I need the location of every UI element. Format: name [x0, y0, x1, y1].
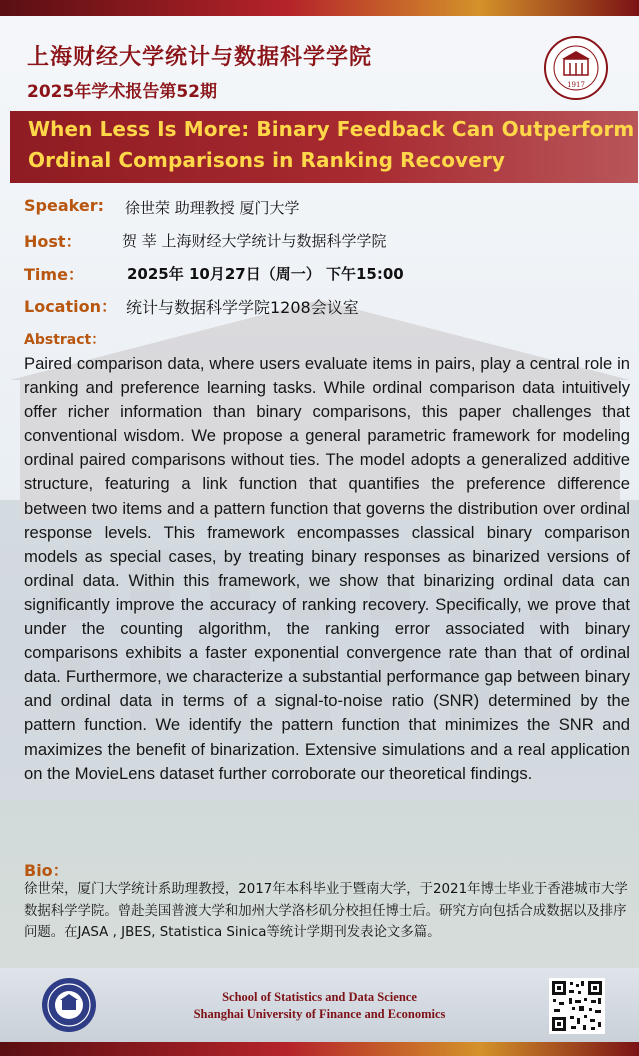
- report-issue: 2025年学术报告第52期: [27, 82, 217, 102]
- abstract-text: Paired comparison data, where users evaluate items in pairs, play a central role in ranking and preference learning tasks. While ordinal comparison data intuitively offer richer information than binary comparisons, this paper challenges that conventional wisdom. We propose a general parametric framework for modeling ordinal paired comparisons without ties. The model adopts a generalized additive structure, featuring a link function that quantifies the preference difference between two items and a pattern function that governs the distribution over ordinal response levels. This framework encompasses classical binary comparison models as special cases, by treating binary responses as binarized versions of ordinal data. Within this framework, we show that binarizing ordinal data can significantly improve the accuracy of ranking recovery. Specifically, we prove that under the counting algorithm, the ranking error associated with binary comparisons exhibits a faster exponential convergence rate than that of ordinal data. Furthermore, we characterize a substantial performance gap between binary and ordinal data in terms of a signal-to-noise ratio (SNR) determined by the pattern function. We identify the pattern function that minimizes the SNR and maximizes the benefit of binarization. Extensive simulations and a real application on the MovieLens dataset further corroborate our theoretical findings.: [24, 354, 630, 783]
- talk-title-line-2: Ordinal Comparisons in Ranking Recovery: [28, 148, 505, 172]
- school-name: 上海财经大学统计与数据科学学院: [27, 45, 373, 70]
- location-label: Location：: [24, 297, 117, 316]
- bio-text: 徐世荣，厦门大学统计系助理教授，2017年本科毕业于暨南大学，于2021年博士毕业于香港城市大学数据科学学院。曾赴美国普渡大学和加州大学洛杉矶分校担任博士后。研究方向包括合成数据以及排序问题。在JASA , JBES, Statistica Sinica等统计学期刊发表论文多篇。: [24, 882, 628, 940]
- host-value: 贺 莘 上海财经大学统计与数据科学学院: [122, 232, 387, 250]
- time-label: Time：: [24, 265, 84, 284]
- speaker-label: Speaker:: [24, 196, 104, 215]
- bio-label: Bio：: [24, 861, 69, 880]
- qr-code-icon[interactable]: [549, 978, 605, 1034]
- abstract-label: Abstract：: [24, 332, 106, 348]
- time-value: 2025年 10月27日（周一） 下午15:00: [127, 265, 404, 283]
- talk-title-band: [10, 111, 638, 183]
- school-emblem-icon: [40, 976, 98, 1034]
- bottom-color-bar: [0, 1042, 639, 1056]
- seal-year: 1917: [567, 81, 585, 89]
- university-seal-icon: [543, 35, 609, 101]
- footer-university-en: Shanghai University of Finance and Economics: [193, 1007, 446, 1021]
- footer-school-en: School of Statistics and Data Science: [222, 990, 417, 1004]
- top-color-bar: [0, 0, 639, 16]
- host-label: Host：: [24, 232, 82, 251]
- talk-title-line-1: When Less Is More: Binary Feedback Can Outperform: [28, 117, 635, 141]
- location-value: 统计与数据科学学院1208会议室: [126, 298, 359, 317]
- speaker-value: 徐世荣 助理教授 厦门大学: [125, 199, 300, 217]
